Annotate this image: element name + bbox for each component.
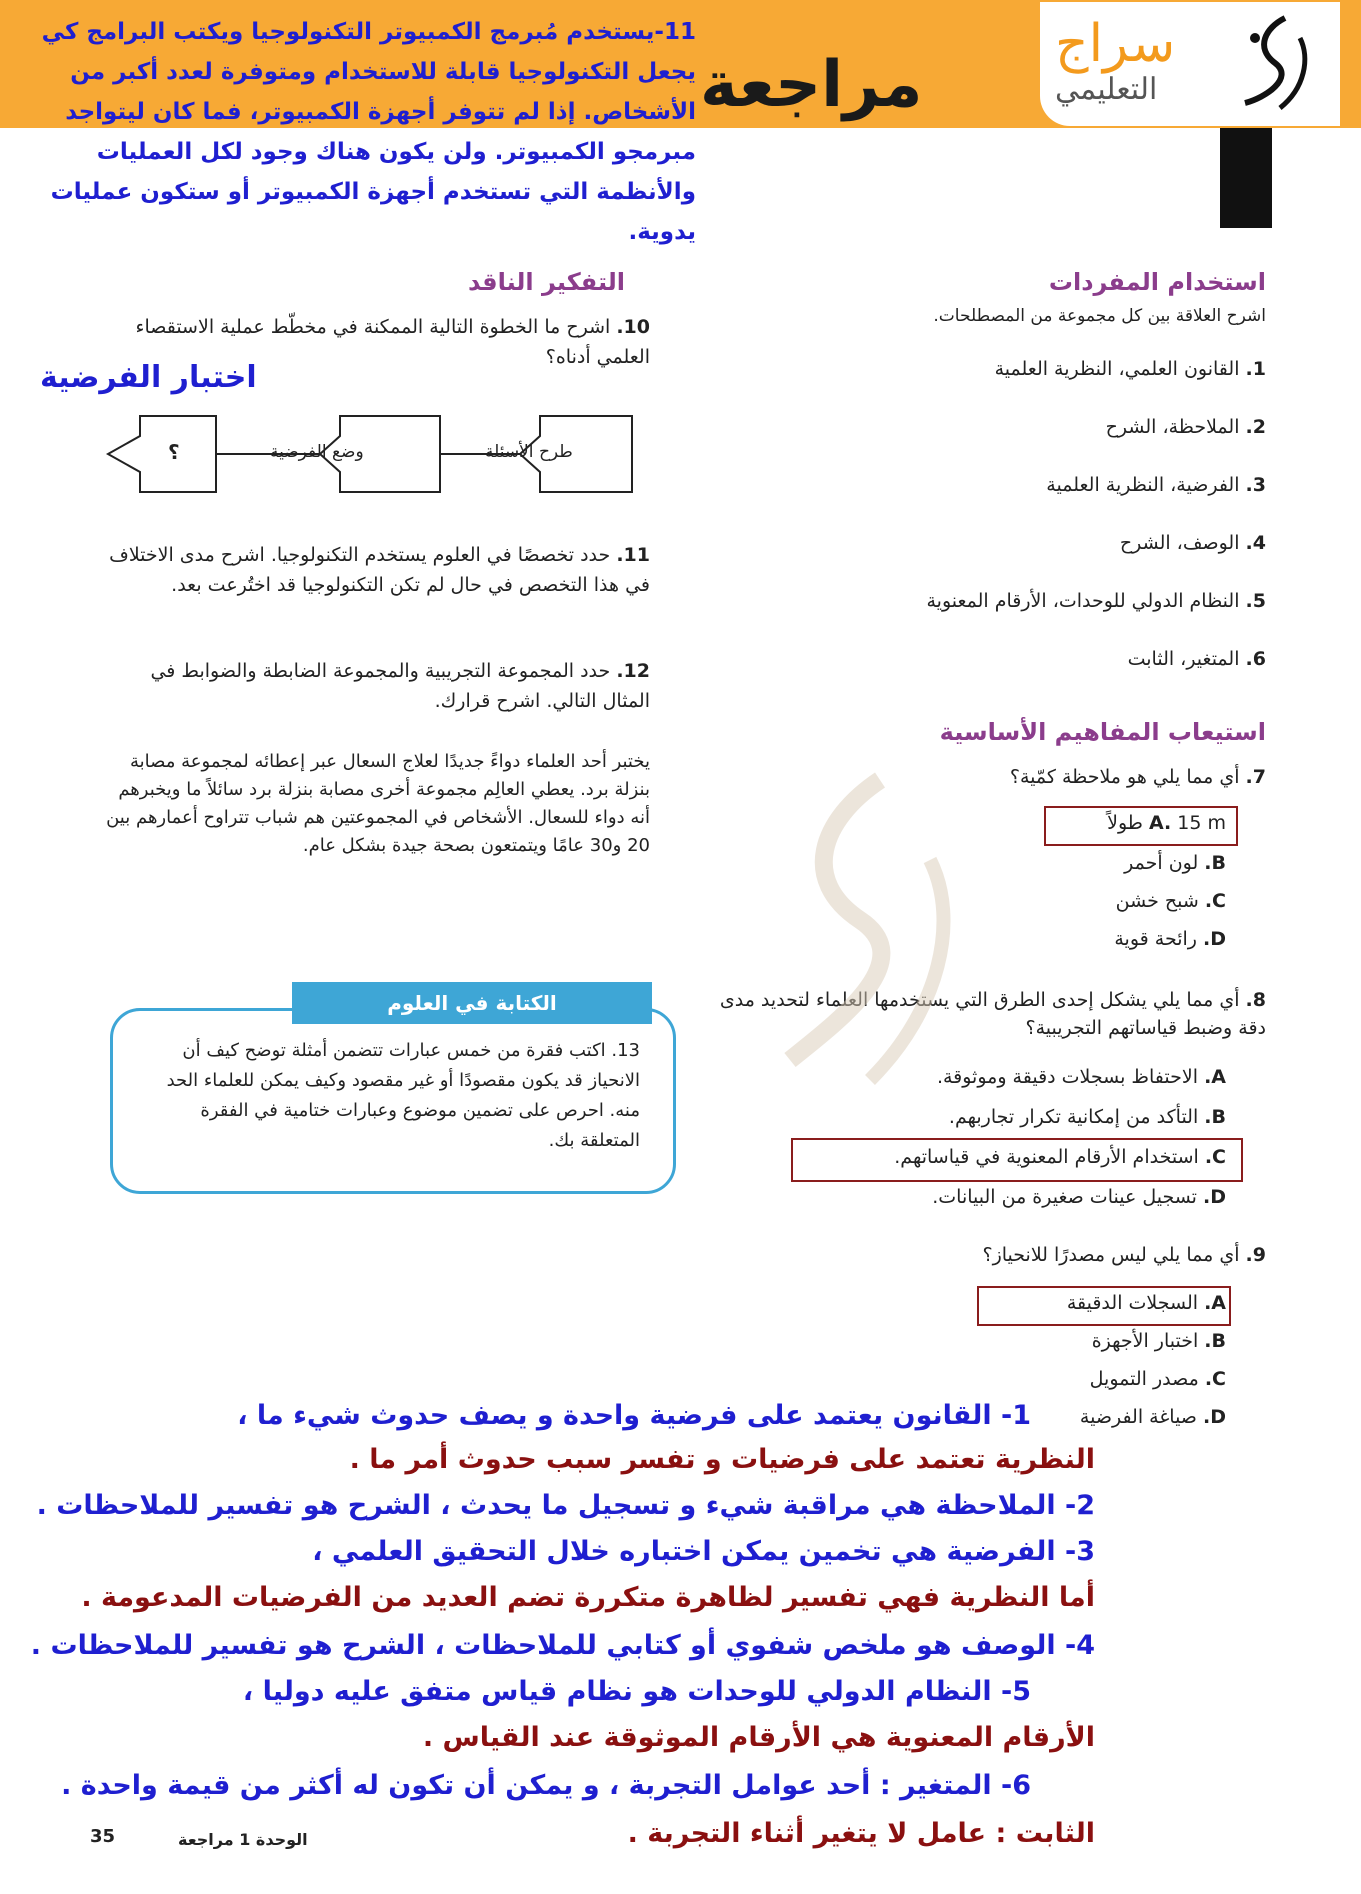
answer-line-7: 5- النظام الدولي للوحدات هو نظام قياس متفق عليه دوليا ، <box>242 1676 1031 1707</box>
vocab-heading: استخدام المفردات <box>1048 268 1266 296</box>
answer-question-11: 11-يستخدم مُبرمج الكمبيوتر التكنولوجيا ويكتب البرامج كي يجعل التكنولوجيا قابلة للاستخدام ومتوفرة لعدد أكبر من الأشخاص. إذا لم تتوفر أجهزة الكمبيوتر، فما كان ليتواجد مبرمجو الكمبيوتر. ولن يكون هناك وجود لكل العمليات والأنظمة التي تستخدم أجهزة الكمبيوتر أو ستكون عمليات يدوية. <box>41 19 696 245</box>
q7-option-d: D. رائحة قوية <box>1114 928 1226 950</box>
q7-option-b: B. لون أحمر <box>1124 852 1226 874</box>
q7-option-c: C. شبح خشن <box>1115 890 1226 912</box>
page-number: 35 <box>90 1826 116 1847</box>
page-title: مراجعة <box>700 48 923 122</box>
q8-option-c: C. استخدام الأرقام المعنوية في قياساتهم. <box>894 1146 1226 1168</box>
answer-line-9: 6- المتغير : أحد عوامل التجربة ، و يمكن أن تكون له أكثر من قيمة واحدة . <box>61 1770 1031 1801</box>
vocab-item-3: 3. الفرضية، النظرية العلمية <box>1046 474 1266 496</box>
q9-option-b: B. اختبار الأجهزة <box>1091 1330 1226 1352</box>
calligraphy-logo-icon <box>1225 8 1325 120</box>
question-12: 12. حدد المجموعة التجريبية والمجموعة الضابطة والضوابط في المثال التالي. اشرح قرارك. <box>150 660 650 712</box>
answer-question-10: اختبار الفرضية <box>40 360 257 395</box>
answer-line-10: الثابت : عامل لا يتغير أثناء التجربة . <box>627 1818 1095 1849</box>
q9-option-a: A. السجلات الدقيقة <box>1066 1292 1226 1314</box>
q8-option-a: A. الاحتفاظ بسجلات دقيقة وموثوقة. <box>936 1066 1226 1088</box>
logo-title: سراج <box>1055 14 1176 74</box>
question-10: 10. اشرح ما الخطوة التالية الممكنة في مخطّط عملية الاستقصاء العلمي أدناه؟ <box>135 316 650 368</box>
q9-option-d: D. صياغة الفرضية <box>1079 1406 1226 1428</box>
critical-heading: التفكير الناقد <box>468 268 625 296</box>
answer-line-1: 1- القانون يعتمد على فرضية واحدة و يصف حدوث شيء ما ، <box>237 1400 1031 1431</box>
answer-line-8: الأرقام المعنوية هي الأرقام الموثوقة عند القياس . <box>422 1722 1095 1753</box>
question-8: 8. أي مما يلي يشكل إحدى الطرق التي يستخدمها العلماء لتحديد مدى دقة وضبط قياساتهم التجريبية؟ <box>719 989 1266 1039</box>
vocab-instruction: اشرح العلاقة بين كل مجموعة من المصطلحات. <box>933 306 1266 326</box>
question-7: 7. أي مما يلي هو ملاحظة كمّية؟ <box>1009 766 1266 788</box>
answer-line-4: 3- الفرضية هي تخمين يمكن اختباره خلال التحقيق العلمي ، <box>312 1536 1095 1567</box>
answer-line-6: 4- الوصف هو ملخص شفوي أو كتابي للملاحظات ، الشرح هو تفسير للملاحظات . <box>30 1630 1095 1661</box>
footer-unit-label: الوحدة 1 مراجعة <box>178 1830 308 1849</box>
q8-option-d: D. تسجيل عينات صغيرة من البيانات. <box>932 1186 1226 1208</box>
vocab-item-5: 5. النظام الدولي للوحدات، الأرقام المعنوية <box>926 590 1266 612</box>
question-9: 9. أي مما يلي ليس مصدرًا للانحياز؟ <box>982 1244 1266 1266</box>
bookmark-ribbon <box>1220 128 1272 228</box>
flow-step-hypothesis: وضع الفرضية <box>270 442 364 462</box>
question-11: 11. حدد تخصصًا في العلوم يستخدم التكنولوجيا. اشرح مدى الاختلاف في هذا التخصص في حال لم تكن التكنولوجيا قد اختُرعت بعد. <box>109 544 650 596</box>
watermark-logo-icon <box>730 760 990 1120</box>
flow-arrow-box <box>108 416 216 492</box>
vocab-item-1: 1. القانون العلمي، النظرية العلمية <box>994 358 1266 380</box>
question-13: 13. اكتب فقرة من خمس عبارات تتضمن أمثلة توضح كيف أن الانحياز قد يكون مقصودًا أو غير مقصود وكيف يمكن للعلماء الحد منه. احرص على تضمين موضوع وعبارات ختامية في الفقرة المتعلقة بك. <box>166 1040 640 1151</box>
answer-line-3: 2- الملاحظة هي مراقبة شيء و تسجيل ما يحدث ، الشرح هو تفسير للملاحظات . <box>36 1490 1095 1521</box>
vocab-item-2: 2. الملاحظة، الشرح <box>1105 416 1266 438</box>
writing-banner: الكتابة في العلوم <box>292 982 652 1024</box>
vocab-item-6: 6. المتغير، الثابت <box>1127 648 1266 670</box>
concepts-heading: استيعاب المفاهيم الأساسية <box>939 718 1266 746</box>
q7-option-a: A. 15 m طولاً <box>1107 812 1226 834</box>
flow-step-unknown: ؟ <box>168 440 180 464</box>
experiment-passage: يختبر أحد العلماء دواءً جديدًا لعلاج السعال عبر إعطائه لمجموعة مصابة بنزلة برد. يعطي العالِم مجموعة أخرى مصابة بنزلة برد سائلاً ما ويخبرهم أنه دواء للسعال. الأشخاص في المجموعتين هم شباب تتراوح أعمارهم بين 20 و30 عامًا ويتمتعون بصحة جيدة بشكل عام. <box>106 751 650 856</box>
vocab-item-4: 4. الوصف، الشرح <box>1119 532 1266 554</box>
q8-option-b: B. التأكد من إمكانية تكرار تجاربهم. <box>948 1106 1226 1128</box>
answer-line-2: النظرية تعتمد على فرضيات و تفسر سبب حدوث أمر ما . <box>349 1444 1095 1475</box>
q9-option-c: C. مصدر التمويل <box>1089 1368 1226 1390</box>
flow-step-questions: طرح الأسئلة <box>485 442 573 462</box>
answer-line-5: أما النظرية فهي تفسير لظاهرة متكررة تضم العديد من الفرضيات المدعومة . <box>81 1582 1095 1613</box>
logo-subtitle: التعليمي <box>1055 72 1158 107</box>
